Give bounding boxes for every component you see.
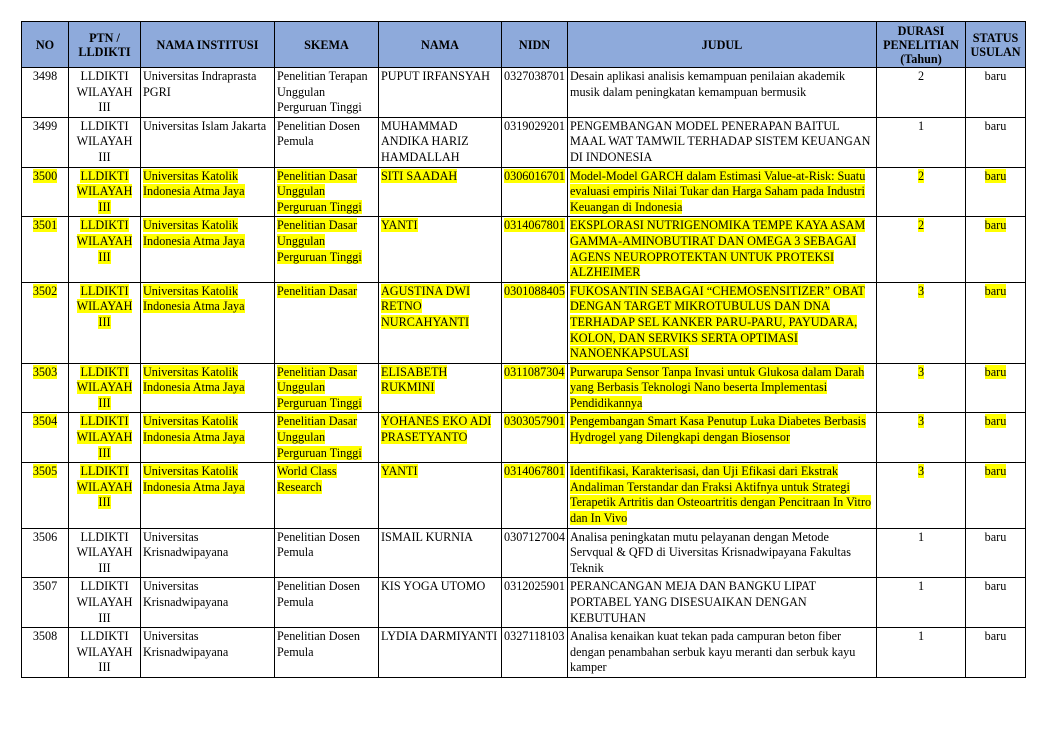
cell-skema bbox=[275, 528, 379, 578]
cell-institusi-text: Universitas Katolik Indonesia Atma Jaya bbox=[143, 414, 245, 445]
cell-skema bbox=[275, 363, 379, 413]
cell-nama-text: KIS YOGA UTOMO bbox=[381, 579, 486, 594]
cell-no bbox=[22, 217, 69, 282]
cell-judul-text: Model-Model GARCH dalam Estimasi Value-at-Risk: Suatu evaluasi empiris Nilai Tukar dan Harga Saham pada Industri Keuangan di Indonesia bbox=[570, 168, 866, 214]
cell-judul bbox=[568, 363, 877, 413]
cell-nama bbox=[379, 217, 502, 282]
cell-institusi-text: Universitas Katolik Indonesia Atma Jaya bbox=[143, 364, 245, 395]
cell-skema bbox=[275, 463, 379, 528]
cell-durasi-text: 1 bbox=[917, 629, 925, 644]
cell-nidn bbox=[502, 217, 568, 282]
cell-status-text: baru bbox=[984, 364, 1007, 379]
cell-no-text: 3504 bbox=[32, 414, 58, 429]
cell-no bbox=[22, 628, 69, 678]
cell-nama bbox=[379, 363, 502, 413]
cell-ptn-text: LLDIKTI WILAYAH III bbox=[76, 69, 133, 115]
cell-no-text: 3501 bbox=[32, 218, 58, 233]
cell-ptn-text: LLDIKTI WILAYAH III bbox=[76, 218, 133, 264]
cell-institusi bbox=[141, 628, 275, 678]
cell-no-text: 3507 bbox=[32, 579, 58, 594]
cell-durasi bbox=[877, 413, 966, 463]
cell-institusi bbox=[141, 117, 275, 167]
cell-nama-text: YOHANES EKO ADI PRASETYANTO bbox=[381, 414, 492, 445]
header-no: NO bbox=[22, 22, 69, 68]
cell-durasi bbox=[877, 167, 966, 217]
cell-judul bbox=[568, 413, 877, 463]
header-ptn: PTN / LLDIKTI bbox=[69, 22, 141, 68]
cell-nidn bbox=[502, 413, 568, 463]
cell-institusi-text: Universitas Katolik Indonesia Atma Jaya bbox=[143, 464, 245, 494]
cell-ptn-text: LLDIKTI WILAYAH III bbox=[76, 414, 133, 460]
cell-status-text: baru bbox=[984, 168, 1007, 183]
cell-judul-text: Desain aplikasi analisis kemampuan penilaian akademik musik dalam peningkatan kemampuan bermusik bbox=[570, 69, 846, 99]
cell-institusi-text: Universitas Katolik Indonesia Atma Jaya bbox=[143, 168, 245, 199]
cell-durasi-text: 3 bbox=[917, 283, 925, 298]
cell-institusi bbox=[141, 217, 275, 282]
cell-status bbox=[966, 68, 1026, 118]
cell-ptn bbox=[69, 628, 141, 678]
table-row bbox=[22, 628, 1026, 678]
cell-status bbox=[966, 363, 1026, 413]
document-page bbox=[21, 21, 1025, 678]
cell-ptn-text: LLDIKTI WILAYAH III bbox=[76, 464, 133, 510]
cell-judul bbox=[568, 117, 877, 167]
cell-nidn-text: 0301088405 bbox=[504, 283, 565, 298]
cell-skema bbox=[275, 578, 379, 628]
cell-institusi-text: Universitas Katolik Indonesia Atma Jaya bbox=[143, 218, 245, 248]
cell-no-text: 3503 bbox=[32, 364, 58, 379]
cell-no-text: 3508 bbox=[32, 629, 58, 644]
cell-status bbox=[966, 217, 1026, 282]
cell-judul-text: EKSPLORASI NUTRIGENOMIKA TEMPE KAYA ASAM GAMMA-AMINOBUTIRAT DAN OMEGA 3 SEBAGAI AGENS NEUROPROTEKTAN UNTUK PROTEKSI ALZHEIMER bbox=[570, 218, 866, 280]
table-row bbox=[22, 413, 1026, 463]
cell-durasi-text: 1 bbox=[917, 118, 925, 133]
cell-ptn bbox=[69, 463, 141, 528]
table-row bbox=[22, 68, 1026, 118]
header-status: STATUS USULAN bbox=[966, 22, 1026, 68]
cell-nidn bbox=[502, 68, 568, 118]
cell-status-text: baru bbox=[984, 283, 1007, 298]
cell-nama bbox=[379, 413, 502, 463]
cell-nama-text: YANTI bbox=[381, 218, 418, 233]
cell-nama bbox=[379, 282, 502, 363]
cell-no bbox=[22, 167, 69, 217]
cell-durasi bbox=[877, 528, 966, 578]
cell-skema-text: Penelitian Terapan Unggulan Perguruan Tinggi bbox=[277, 69, 368, 115]
cell-status bbox=[966, 413, 1026, 463]
cell-judul bbox=[568, 578, 877, 628]
cell-ptn-text: LLDIKTI WILAYAH III bbox=[76, 529, 133, 575]
cell-no bbox=[22, 578, 69, 628]
cell-skema bbox=[275, 282, 379, 363]
cell-ptn-text: LLDIKTI WILAYAH III bbox=[76, 629, 133, 675]
cell-ptn-text: LLDIKTI WILAYAH III bbox=[76, 118, 133, 164]
cell-status-text: baru bbox=[984, 629, 1007, 644]
cell-ptn-text: LLDIKTI WILAYAH III bbox=[76, 579, 133, 625]
cell-durasi bbox=[877, 578, 966, 628]
cell-institusi-text: Universitas Katolik Indonesia Atma Jaya bbox=[143, 283, 245, 314]
cell-nidn-text: 0312025901 bbox=[504, 579, 565, 594]
table-row bbox=[22, 363, 1026, 413]
cell-status bbox=[966, 167, 1026, 217]
cell-no bbox=[22, 463, 69, 528]
cell-no bbox=[22, 282, 69, 363]
cell-judul bbox=[568, 528, 877, 578]
cell-ptn bbox=[69, 413, 141, 463]
cell-status bbox=[966, 528, 1026, 578]
cell-judul-text: Purwarupa Sensor Tanpa Invasi untuk Glukosa dalam Darah yang Berbasis Teknologi Nano beserta Implementasi Pendidikannya bbox=[570, 364, 865, 410]
cell-nidn bbox=[502, 363, 568, 413]
cell-skema bbox=[275, 413, 379, 463]
table-row bbox=[22, 167, 1026, 217]
cell-status bbox=[966, 463, 1026, 528]
cell-nidn-text: 0314067801 bbox=[504, 218, 565, 233]
cell-nama-text: PUPUT IRFANSYAH bbox=[381, 69, 490, 83]
cell-durasi-text: 2 bbox=[917, 69, 925, 83]
cell-judul bbox=[568, 282, 877, 363]
research-proposal-table bbox=[21, 21, 1026, 678]
header-skema: SKEMA bbox=[275, 22, 379, 68]
cell-nidn-text: 0307127004 bbox=[504, 529, 565, 544]
cell-nama bbox=[379, 528, 502, 578]
cell-judul-text: Pengembangan Smart Kasa Penutup Luka Diabetes Berbasis Hydrogel yang Dilengkapi dengan Biosensor bbox=[570, 414, 866, 445]
cell-status-text: baru bbox=[984, 218, 1007, 233]
cell-skema-text: Penelitian Dasar bbox=[277, 283, 358, 298]
cell-ptn-text: LLDIKTI WILAYAH III bbox=[76, 283, 133, 329]
cell-ptn-text: LLDIKTI WILAYAH III bbox=[76, 168, 133, 214]
cell-judul-text: Analisa kenaikan kuat tekan pada campuran beton fiber dengan penambahan serbuk kayu meranti dan serbuk kayu kamper bbox=[570, 629, 856, 675]
cell-institusi bbox=[141, 363, 275, 413]
cell-ptn bbox=[69, 363, 141, 413]
table-row bbox=[22, 528, 1026, 578]
cell-nama bbox=[379, 628, 502, 678]
cell-nidn-text: 0306016701 bbox=[504, 168, 565, 183]
table-row bbox=[22, 463, 1026, 528]
cell-skema-text: Penelitian Dosen Pemula bbox=[277, 118, 360, 149]
cell-status-text: baru bbox=[984, 414, 1007, 429]
cell-durasi-text: 2 bbox=[917, 168, 925, 183]
cell-no-text: 3506 bbox=[32, 529, 58, 544]
cell-judul bbox=[568, 217, 877, 282]
cell-skema bbox=[275, 68, 379, 118]
cell-nidn-text: 0311087304 bbox=[504, 364, 565, 379]
cell-institusi-text: Universitas Krisnadwipayana bbox=[143, 529, 229, 560]
cell-durasi-text: 3 bbox=[917, 464, 925, 479]
cell-nama bbox=[379, 463, 502, 528]
cell-skema bbox=[275, 628, 379, 678]
cell-institusi bbox=[141, 528, 275, 578]
cell-durasi bbox=[877, 282, 966, 363]
cell-status-text: baru bbox=[984, 118, 1007, 133]
cell-institusi-text: Universitas Krisnadwipayana bbox=[143, 579, 229, 609]
cell-nama-text: YANTI bbox=[381, 464, 418, 479]
cell-judul-text: FUKOSANTIN SEBAGAI “CHEMOSENSITIZER” OBAT DENGAN TARGET MIKROTUBULUS DAN DNA TERHADAP SEL KANKER PARU-PARU, PAYUDARA, KOLON, DAN SERVIKS SERTA OPTIMASI NANOENKAPSULASI bbox=[570, 283, 865, 361]
cell-nidn bbox=[502, 578, 568, 628]
cell-durasi-text: 2 bbox=[917, 218, 925, 233]
cell-skema-text: Penelitian Dasar Unggulan Perguruan Tinggi bbox=[277, 364, 362, 410]
cell-nidn bbox=[502, 463, 568, 528]
header-nidn: NIDN bbox=[502, 22, 568, 68]
cell-ptn bbox=[69, 217, 141, 282]
cell-no-text: 3500 bbox=[32, 168, 58, 183]
cell-institusi-text: Universitas Islam Jakarta bbox=[143, 118, 267, 133]
table-row bbox=[22, 578, 1026, 628]
cell-institusi bbox=[141, 68, 275, 118]
cell-status bbox=[966, 628, 1026, 678]
cell-judul bbox=[568, 463, 877, 528]
cell-durasi-text: 1 bbox=[917, 579, 925, 594]
cell-nama bbox=[379, 68, 502, 118]
cell-no-text: 3498 bbox=[32, 69, 58, 83]
cell-institusi-text: Universitas Krisnadwipayana bbox=[143, 629, 229, 659]
cell-institusi bbox=[141, 413, 275, 463]
cell-nama-text: MUHAMMAD ANDIKA HARIZ HAMDALLAH bbox=[381, 118, 469, 164]
cell-no bbox=[22, 117, 69, 167]
table-header-row bbox=[22, 22, 1026, 68]
table-row bbox=[22, 282, 1026, 363]
table-body bbox=[22, 68, 1026, 678]
cell-nidn bbox=[502, 167, 568, 217]
cell-status bbox=[966, 117, 1026, 167]
cell-nama-text: ELISABETH RUKMINI bbox=[381, 364, 448, 395]
cell-skema-text: Penelitian Dasar Unggulan Perguruan Tinggi bbox=[277, 168, 362, 214]
header-institusi: NAMA INSTITUSI bbox=[141, 22, 275, 68]
cell-status bbox=[966, 282, 1026, 363]
cell-institusi bbox=[141, 167, 275, 217]
cell-nama bbox=[379, 117, 502, 167]
cell-nama-text: AGUSTINA DWI RETNO NURCAHYANTI bbox=[381, 283, 471, 329]
cell-durasi-text: 3 bbox=[917, 364, 925, 379]
table-row bbox=[22, 117, 1026, 167]
cell-nama-text: LYDIA DARMIYANTI bbox=[381, 629, 498, 644]
cell-durasi-text: 1 bbox=[917, 529, 925, 544]
cell-no-text: 3505 bbox=[32, 464, 58, 479]
cell-nidn bbox=[502, 528, 568, 578]
cell-judul bbox=[568, 68, 877, 118]
cell-judul-text: Identifikasi, Karakterisasi, dan Uji Efikasi dari Ekstrak Andaliman Terstandar dan Fraksi Aktifnya untuk Strategi Terapetik Artritis dan Osteoartritis dengan Pencitraan In Vitro dan In Vivo bbox=[570, 464, 872, 526]
cell-skema bbox=[275, 117, 379, 167]
cell-nidn-text: 0327038701 bbox=[504, 69, 565, 83]
cell-durasi bbox=[877, 628, 966, 678]
cell-judul-text: PERANCANGAN MEJA DAN BANGKU LIPAT PORTABEL YANG DISESUAIKAN DENGAN KEBUTUHAN bbox=[570, 579, 816, 625]
cell-status-text: baru bbox=[984, 464, 1007, 479]
table-row bbox=[22, 217, 1026, 282]
cell-no bbox=[22, 413, 69, 463]
cell-no-text: 3499 bbox=[32, 118, 58, 133]
cell-skema-text: Penelitian Dosen Pemula bbox=[277, 629, 360, 659]
cell-durasi bbox=[877, 217, 966, 282]
cell-nidn-text: 0327118103 bbox=[504, 629, 565, 644]
cell-ptn bbox=[69, 167, 141, 217]
cell-durasi bbox=[877, 68, 966, 118]
cell-status-text: baru bbox=[984, 69, 1007, 83]
cell-skema bbox=[275, 167, 379, 217]
cell-judul bbox=[568, 628, 877, 678]
cell-skema-text: Penelitian Dosen Pemula bbox=[277, 579, 360, 609]
cell-nama-text: ISMAIL KURNIA bbox=[381, 529, 473, 544]
cell-nidn bbox=[502, 282, 568, 363]
cell-durasi bbox=[877, 117, 966, 167]
cell-judul-text: Analisa peningkatan mutu pelayanan dengan Metode Servqual & QFD di Uiversitas Krisnadwipayana Fakultas Teknik bbox=[570, 529, 851, 575]
cell-nidn bbox=[502, 117, 568, 167]
cell-status bbox=[966, 578, 1026, 628]
cell-no-text: 3502 bbox=[32, 283, 58, 298]
header-durasi: DURASI PENELITIAN (Tahun) bbox=[877, 22, 966, 68]
cell-ptn bbox=[69, 578, 141, 628]
cell-skema-text: Penelitian Dasar Unggulan Perguruan Tinggi bbox=[277, 218, 362, 264]
cell-skema-text: Penelitian Dasar Unggulan Perguruan Tinggi bbox=[277, 414, 362, 460]
cell-nama bbox=[379, 167, 502, 217]
cell-institusi bbox=[141, 282, 275, 363]
cell-status-text: baru bbox=[984, 579, 1007, 594]
cell-judul bbox=[568, 167, 877, 217]
cell-no bbox=[22, 528, 69, 578]
cell-nidn bbox=[502, 628, 568, 678]
cell-ptn bbox=[69, 117, 141, 167]
cell-institusi-text: Universitas Indraprasta PGRI bbox=[143, 69, 257, 99]
cell-nama bbox=[379, 578, 502, 628]
cell-ptn bbox=[69, 282, 141, 363]
header-judul: JUDUL bbox=[568, 22, 877, 68]
cell-nama-text: SITI SAADAH bbox=[381, 168, 458, 183]
cell-durasi-text: 3 bbox=[917, 414, 925, 429]
cell-nidn-text: 0319029201 bbox=[504, 118, 565, 133]
cell-status-text: baru bbox=[984, 529, 1007, 544]
cell-durasi bbox=[877, 463, 966, 528]
cell-no bbox=[22, 363, 69, 413]
cell-institusi bbox=[141, 463, 275, 528]
cell-durasi bbox=[877, 363, 966, 413]
header-nama: NAMA bbox=[379, 22, 502, 68]
cell-judul-text: PENGEMBANGAN MODEL PENERAPAN BAITUL MAAL WAT TAMWIL TERHADAP SISTEM KEUANGAN DI INDONESIA bbox=[570, 118, 871, 164]
cell-ptn bbox=[69, 68, 141, 118]
cell-nidn-text: 0303057901 bbox=[504, 414, 565, 429]
cell-institusi bbox=[141, 578, 275, 628]
cell-nidn-text: 0314067801 bbox=[504, 464, 565, 479]
cell-skema-text: Penelitian Dosen Pemula bbox=[277, 529, 360, 560]
cell-ptn bbox=[69, 528, 141, 578]
cell-ptn-text: LLDIKTI WILAYAH III bbox=[76, 364, 133, 410]
cell-skema bbox=[275, 217, 379, 282]
cell-skema-text: World Class Research bbox=[277, 464, 337, 494]
cell-no bbox=[22, 68, 69, 118]
